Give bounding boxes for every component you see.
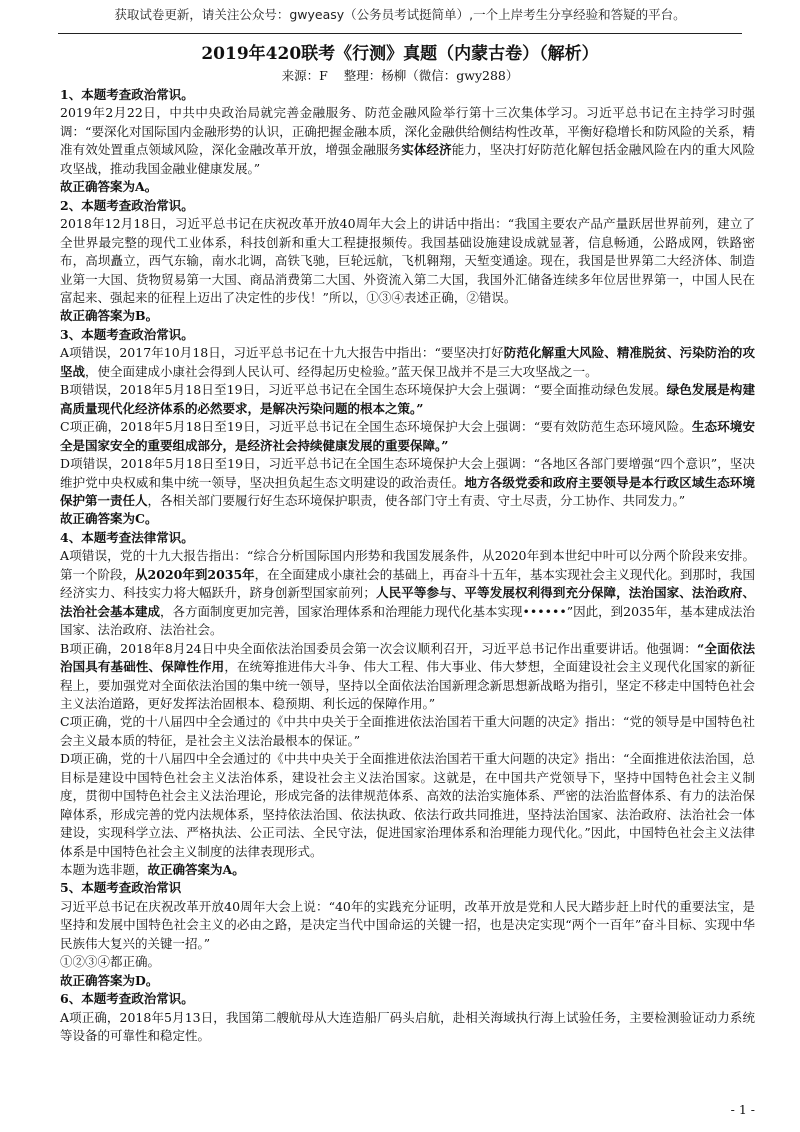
- question-6-heading: 6、本题考查政治常识。: [60, 991, 194, 1007]
- document-body: [60, 86, 755, 1046]
- question-4-option-a: A项错误，党的十九大报告指出：“综合分析国际国内形势和我国发展条件，从2020年到本世纪中叶可以分两个阶段来安排。第一个阶段，从2020年到2035年，在全面建成小康社会的基础上，再奋斗十五年，基本实现社会主义现代化。到那时，我国经济实力、科技实力将大幅跃升，跻身创新型国家前列；人民平等参与、平等发展权利得到充分保障，法治国家、法治政府、法治社会基本建成，各方面制度更加完善，国家治理体系和治理能力现代化基本实现••••••”因此，到2035年，基本建成法治国家、法治政府、法治社会。: [60, 548, 755, 638]
- question-6-option-a: A项正确，2018年5月13日，我国第二艘航母从大连造船厂码头启航，赴相关海域执行海上试验任务，主要检测验证动力系统等设备的可靠性和稳定性。: [60, 1009, 755, 1044]
- editor-label: 整理：杨柳（微信：gwy288）: [343, 68, 519, 83]
- question-5-conclusion: ①②③④都正确。: [60, 954, 161, 970]
- header-divider: [58, 33, 742, 34]
- document-source-line: [0, 67, 800, 85]
- header-notice: 获取试卷更新，请关注公众号：gwyeasy（公务员考试挺简单）,一个上岸考生分享经验和答疑的平台。: [114, 7, 686, 22]
- question-3-heading: 3、本题考查政治常识。: [60, 326, 194, 342]
- question-2-heading: 2、本题考查政治常识。: [60, 197, 194, 213]
- document-title: 2019年420联考《行测》真题（内蒙古卷）（解析）: [201, 44, 599, 64]
- question-5-answer: 故正确答案为D。: [60, 972, 159, 988]
- question-1-answer: 故正确答案为A。: [60, 179, 158, 195]
- question-5-heading: 5、本题考查政治常识: [60, 880, 182, 896]
- question-2-paragraph: 2018年12月18日，习近平总书记在庆祝改革开放40周年大会上的讲话中指出：“我国主要农产品产量跃居世界前列，建立了全世界最完整的现代工业体系，科技创新和重大工程捷报频传。我国基础设施建设成就显著，信息畅通，公路成网，铁路密布，高坝矗立，西气东输，南水北调，高铁飞驰，巨轮远航，飞机翱翔，天堑变通途。现在，我国是世界第二大经济体、制造业第一大国、货物贸易第一大国、商品消费第二大国、外资流入第二大国，我国外汇储备连续多年位居世界第一，中国人民在富起来、强起来的征程上迈出了决定性的步伐！”所以，①③④表述正确，②错误。: [60, 216, 755, 305]
- question-5-paragraph: 习近平总书记在庆祝改革开放40周年大会上说：“40年的实践充分证明，改革开放是党和人民大踏步赶上时代的重要法宝，是坚持和发展中国特色社会主义的必由之路，是决定当代中国命运的关键一招，也是决定实现“两个一百年”奋斗目标、实现中华民族伟大复兴的关键一招。”: [60, 898, 755, 951]
- question-3-option-b: B项错误，2018年5月18日至19日，习近平总书记在全国生态环境保护大会上强调：“要全面推动绿色发展。绿色发展是构建高质量现代化经济体系的必然要求，是解决污染问题的根本之策。”: [60, 382, 755, 416]
- question-4-option-b: B项正确，2018年8月24日中央全面依法治国委员会第一次会议顺利召开，习近平总书记作出重要讲话。他强调：“全面依法治国具有基础性、保障性作用，在统筹推进伟大斗争、伟大工程、伟大事业、伟大梦想，全面建设社会主义现代化国家的新征程上，要加强党对全面依法治国的集中统一领导，坚持以全面依法治国新理念新思想新战略为指引，坚定不移走中国特色社会主义法治道路，更好发挥法治固根本、稳预期、利长远的保障作用。”: [60, 640, 755, 711]
- source-label: 来源：F: [281, 68, 328, 83]
- page-number: - 1 -: [730, 1102, 755, 1117]
- question-3-answer: 故正确答案为C。: [60, 511, 158, 527]
- question-3-option-d: D项错误，2018年5月18日至19日，习近平总书记在全国生态环境保护大会上强调：“各地区各部门要增强“四个意识”，坚决维护党中央权威和集中统一领导，坚决担负起生态文明建设的政治责任。地方各级党委和政府主要领导是本行政区域生态环境保护第一责任人，各相关部门要履行好生态环境保护职责，使各部门守土有责、守土尽责，分工协作、共同发力。”: [60, 456, 755, 508]
- question-2-answer: 故正确答案为B。: [60, 308, 159, 324]
- question-1-paragraph: 2019年2月22日，中共中央政治局就完善金融服务、防范金融风险举行第十三次集体学习。习近平总书记在主持学习时强调：“要深化对国际国内金融形势的认识，正确把握金融本质，深化金融供给侧结构性改革，平衡好稳增长和防风险的关系，精准有效处置重点领域风险，深化金融改革开放，增强金融服务实体经济能力，坚决打好防范化解包括金融风险在内的重大风险攻坚战，推动我国金融业健康发展。”: [60, 105, 755, 176]
- question-1-heading: 1、本题考查政治常识。: [60, 87, 194, 102]
- question-3-option-c: C项正确，2018年5月18日至19日，习近平总书记在全国生态环境保护大会上强调：“要有效防范生态环境风险。生态环境安全是国家安全的重要组成部分，是经济社会持续健康发展的重要保障。”: [60, 419, 755, 453]
- question-3-option-a: A项错误，2017年10月18日，习近平总书记在十九大报告中指出：“要坚决打好防范化解重大风险、精准脱贫、污染防治的攻坚战，使全面建成小康社会得到人民认可、经得起历史检验。”蓝天保卫战并不是三大攻坚战之一。: [60, 345, 755, 379]
- question-4-heading: 4、本题考查法律常识。: [60, 529, 194, 545]
- question-4-option-d: D项正确，党的十八届四中全会通过的《中共中央关于全面推进依法治国若干重大问题的决定》指出：“全面推进依法治国，总目标是建设中国特色社会主义法治体系，建设社会主义法治国家。这就是，在中国共产党领导下，坚持中国特色社会主义制度，贯彻中国特色社会主义法治理论，形成完备的法律规范体系、高效的法治实施体系、严密的法治监督体系、有力的法治保障体系，形成完善的党内法规体系，坚持依法治国、依法执政、依法行政共同推进，坚持法治国家、法治政府、法治社会一体建设，实现科学立法、严格执法、公正司法、全民守法，促进国家治理体系和治理能力现代化。”因此，中国特色社会主义法律体系是中国特色社会主义制度的法律表现形式。: [60, 751, 755, 859]
- question-4-option-c: C项正确，党的十八届四中全会通过的《中共中央关于全面推进依法治国若干重大问题的决定》指出：“党的领导是中国特色社会主义最本质的特征，是社会主义法治最根本的保证。”: [60, 714, 755, 748]
- question-4-answer: 本题为选非题，故正确答案为A。: [60, 862, 245, 878]
